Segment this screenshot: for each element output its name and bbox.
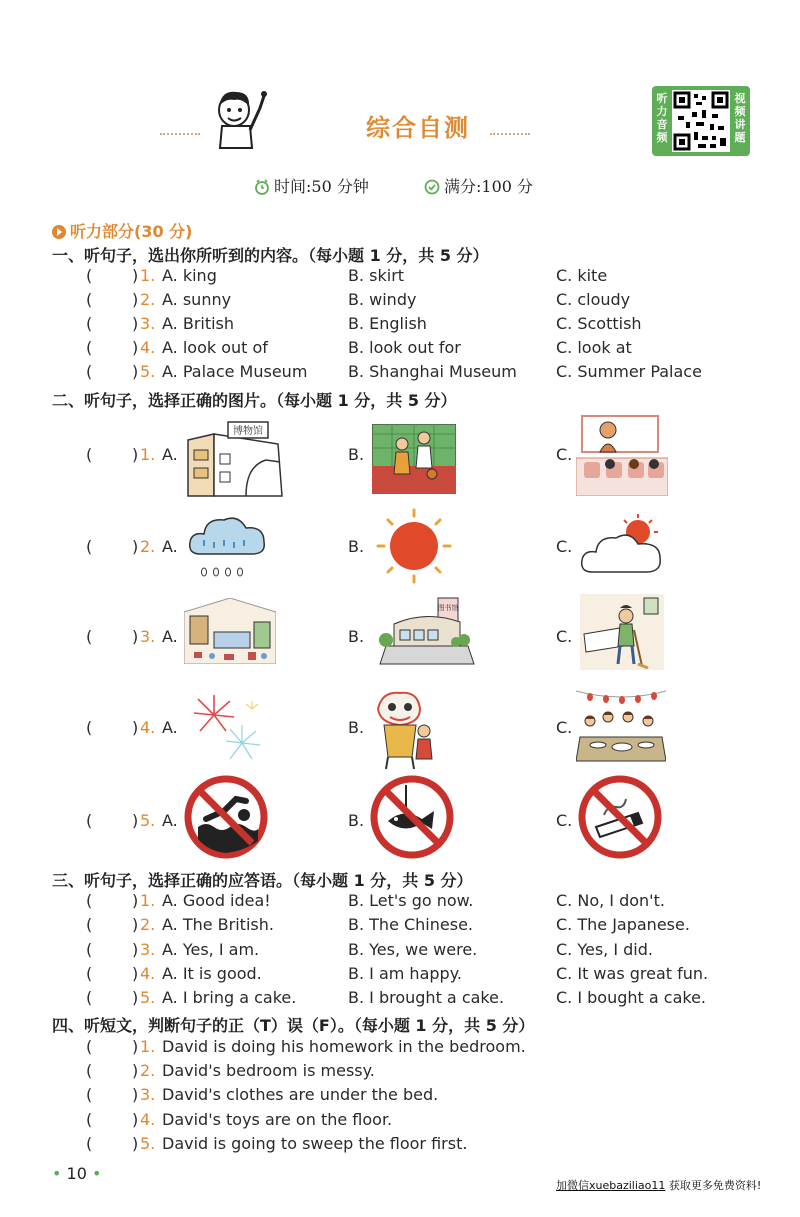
- page-dot-left: •: [52, 1164, 62, 1183]
- option-b: B. I am happy.: [348, 964, 462, 983]
- answer-blank-close: ): [132, 940, 139, 959]
- option-a: A. Palace Museum: [162, 362, 308, 381]
- score-label: 满分:100 分: [444, 177, 534, 196]
- option-a: A. British: [162, 314, 235, 333]
- answer-blank-close: ): [132, 988, 139, 1007]
- section-4-title: 四、听短文，判断句子的正（T）误（F）。（每小题 1 分，共 5 分）: [52, 1016, 535, 1035]
- answer-blank-close: ): [132, 718, 139, 737]
- answer-blank-close: ): [132, 964, 139, 983]
- statement-text: David is doing his homework in the bedroom.: [162, 1037, 526, 1056]
- option-a: A. king: [162, 266, 217, 285]
- answer-blank-open[interactable]: (: [86, 314, 93, 333]
- title-dots-left: [160, 133, 200, 135]
- option-c: C. look at: [556, 338, 632, 357]
- option-b: B. Shanghai Museum: [348, 362, 517, 381]
- option-c-label: C.: [556, 627, 573, 646]
- option-a: A. It is good.: [162, 964, 262, 983]
- answer-blank-close: ): [132, 362, 139, 381]
- page-number-value: 10: [66, 1164, 87, 1183]
- time-label: 时间:50 分钟: [274, 177, 369, 196]
- option-a: A. The British.: [162, 915, 274, 934]
- answer-blank-open[interactable]: (: [86, 1085, 93, 1104]
- option-a: A. look out of: [162, 338, 268, 357]
- option-c-label: C.: [556, 445, 573, 464]
- score-info: [424, 174, 533, 197]
- question-number: 1.: [140, 266, 156, 285]
- question-number: 3.: [140, 940, 156, 959]
- answer-blank-open[interactable]: (: [86, 964, 93, 983]
- section-1-title: 一、听句子，选出你所听到的内容。（每小题 1 分，共 5 分）: [52, 246, 489, 265]
- option-b-label: B.: [348, 718, 365, 737]
- qr-code-icon: [672, 90, 730, 152]
- qr-side-left: 听力音频: [656, 92, 668, 144]
- answer-blank-close: ): [132, 811, 139, 830]
- option-a: A. Good idea!: [162, 891, 271, 910]
- question-number: 1.: [140, 1037, 156, 1056]
- no-swimming-icon[interactable]: [184, 775, 268, 859]
- answer-blank-open[interactable]: (: [86, 891, 93, 910]
- fireworks-picture[interactable]: [186, 691, 272, 771]
- option-a-label: A.: [162, 718, 178, 737]
- part-heading: [52, 219, 192, 242]
- option-a-label: A.: [162, 811, 178, 830]
- answer-blank-open[interactable]: (: [86, 1037, 93, 1056]
- qr-code-panel[interactable]: [652, 86, 750, 156]
- clock-icon: [254, 179, 270, 195]
- answer-blank-open[interactable]: (: [86, 988, 93, 1007]
- s2-question-row: [86, 592, 786, 682]
- option-b: B. Let's go now.: [348, 891, 474, 910]
- option-b-label: B.: [348, 445, 365, 464]
- answer-blank-close: ): [132, 1061, 139, 1080]
- answer-blank-open[interactable]: (: [86, 338, 93, 357]
- answer-blank-open[interactable]: (: [86, 940, 93, 959]
- arrow-bullet-icon: [52, 225, 66, 239]
- answer-blank-open[interactable]: (: [86, 1061, 93, 1080]
- option-c: C. Scottish: [556, 314, 642, 333]
- question-number: 4.: [140, 718, 156, 737]
- option-c: C. No, I don't.: [556, 891, 665, 910]
- question-number: 5.: [140, 988, 156, 1007]
- option-a-label: A.: [162, 537, 178, 556]
- page-title: 综合自测: [366, 114, 470, 142]
- option-c: C. I bought a cake.: [556, 988, 707, 1007]
- time-info: [254, 174, 369, 197]
- answer-blank-open[interactable]: (: [86, 718, 93, 737]
- rain-cloud-icon[interactable]: [186, 510, 270, 582]
- option-b: B. windy: [348, 290, 417, 309]
- museum-picture[interactable]: [186, 416, 286, 498]
- footer-note: [556, 1177, 761, 1193]
- question-number: 4.: [140, 1110, 156, 1129]
- page-dot-right: •: [91, 1164, 102, 1183]
- question-number: 5.: [140, 362, 156, 381]
- option-b-label: B.: [348, 811, 365, 830]
- footer-suffix: 获取更多免费资料!: [665, 1179, 762, 1192]
- no-fishing-icon[interactable]: [370, 775, 454, 859]
- question-number: 2.: [140, 915, 156, 934]
- option-a: A. I bring a cake.: [162, 988, 297, 1007]
- answer-blank-open[interactable]: (: [86, 362, 93, 381]
- lion-dance-picture[interactable]: [372, 687, 436, 771]
- answer-blank-close: ): [132, 290, 139, 309]
- option-b: B. The Chinese.: [348, 915, 473, 934]
- answer-blank-close: ): [132, 537, 139, 556]
- option-b-label: B.: [348, 627, 365, 646]
- answer-blank-open[interactable]: (: [86, 290, 93, 309]
- section-3-title: 三、听句子，选择正确的应答语。（每小题 1 分，共 5 分）: [52, 871, 473, 890]
- option-c-label: C.: [556, 811, 573, 830]
- s2-question-row: [86, 773, 786, 863]
- answer-blank-close: ): [132, 266, 139, 285]
- question-number: 4.: [140, 964, 156, 983]
- option-a: A. Yes, I am.: [162, 940, 260, 959]
- option-c: C. Yes, I did.: [556, 940, 653, 959]
- s2-question-row: [86, 410, 786, 500]
- question-number: 4.: [140, 338, 156, 357]
- title-dots-right: [490, 133, 530, 135]
- page-number: [52, 1164, 101, 1183]
- answer-blank-open[interactable]: (: [86, 1110, 93, 1129]
- question-number: 1.: [140, 891, 156, 910]
- question-number: 2.: [140, 290, 156, 309]
- qr-side-right: 视频讲题: [734, 92, 746, 144]
- answer-blank-close: ): [132, 1110, 139, 1129]
- answer-blank-close: ): [132, 627, 139, 646]
- answer-blank-open[interactable]: (: [86, 445, 93, 464]
- footer-wechat[interactable]: xuebaziliao11: [589, 1179, 666, 1192]
- option-c: C. It was great fun.: [556, 964, 709, 983]
- messy-room-picture[interactable]: [184, 598, 276, 664]
- answer-blank-close: ): [132, 891, 139, 910]
- option-b: B. English: [348, 314, 427, 333]
- option-a: A. sunny: [162, 290, 232, 309]
- museum-sign: 博物馆: [233, 426, 263, 437]
- question-number: 5.: [140, 1134, 156, 1153]
- option-c-label: C.: [556, 718, 573, 737]
- statement-text: David's clothes are under the bed.: [162, 1085, 439, 1104]
- answer-blank-open[interactable]: (: [86, 627, 93, 646]
- question-number: 3.: [140, 627, 156, 646]
- section-2-title: 二、听句子，选择正确的图片。（每小题 1 分，共 5 分）: [52, 391, 457, 410]
- question-number: 2.: [140, 1061, 156, 1080]
- library-picture[interactable]: [376, 596, 476, 666]
- family-dinner-picture[interactable]: [576, 685, 666, 771]
- option-c: C. Summer Palace: [556, 362, 702, 381]
- answer-blank-open[interactable]: (: [86, 811, 93, 830]
- answer-blank-close: ): [132, 445, 139, 464]
- cinema-picture[interactable]: [576, 414, 668, 496]
- option-c: C. kite: [556, 266, 608, 285]
- answer-blank-close: ): [132, 915, 139, 934]
- option-c: C. The Japanese.: [556, 915, 690, 934]
- option-b: B. look out for: [348, 338, 461, 357]
- answer-blank-close: ): [132, 1037, 139, 1056]
- library-sign: 图书馆: [437, 604, 459, 612]
- s2-question-row: [86, 502, 786, 592]
- answer-blank-close: ): [132, 1085, 139, 1104]
- cloudy-icon[interactable]: [580, 512, 666, 578]
- option-c-label: C.: [556, 537, 573, 556]
- footer-prefix: 加微信: [556, 1179, 589, 1192]
- answer-blank-open[interactable]: (: [86, 1134, 93, 1153]
- question-number: 5.: [140, 811, 156, 830]
- basketball-court-picture[interactable]: [372, 424, 456, 494]
- option-c: C. cloudy: [556, 290, 631, 309]
- answer-blank-open[interactable]: (: [86, 266, 93, 285]
- answer-blank-close: ): [132, 338, 139, 357]
- statement-text: David is going to sweep the floor first.: [162, 1134, 468, 1153]
- statement-text: David's bedroom is messy.: [162, 1061, 375, 1080]
- answer-blank-open[interactable]: (: [86, 915, 93, 934]
- part-title: 听力部分(30 分): [70, 222, 193, 241]
- bedroom-sweeping-picture[interactable]: [580, 594, 664, 670]
- question-number: 2.: [140, 537, 156, 556]
- sun-icon[interactable]: [376, 508, 452, 584]
- question-number: 3.: [140, 1085, 156, 1104]
- answer-blank-close: ): [132, 1134, 139, 1153]
- question-number: 1.: [140, 445, 156, 464]
- option-a-label: A.: [162, 627, 178, 646]
- option-b: B. I brought a cake.: [348, 988, 505, 1007]
- option-a-label: A.: [162, 445, 178, 464]
- statement-text: David's toys are on the floor.: [162, 1110, 393, 1129]
- no-smoking-icon[interactable]: [578, 775, 662, 859]
- cartoon-boy-icon: [212, 88, 268, 150]
- option-b: B. Yes, we were.: [348, 940, 478, 959]
- question-number: 3.: [140, 314, 156, 333]
- option-b-label: B.: [348, 537, 365, 556]
- check-circle-icon: [424, 179, 440, 195]
- s2-question-row: [86, 683, 786, 773]
- option-b: B. skirt: [348, 266, 405, 285]
- answer-blank-open[interactable]: (: [86, 537, 93, 556]
- answer-blank-close: ): [132, 314, 139, 333]
